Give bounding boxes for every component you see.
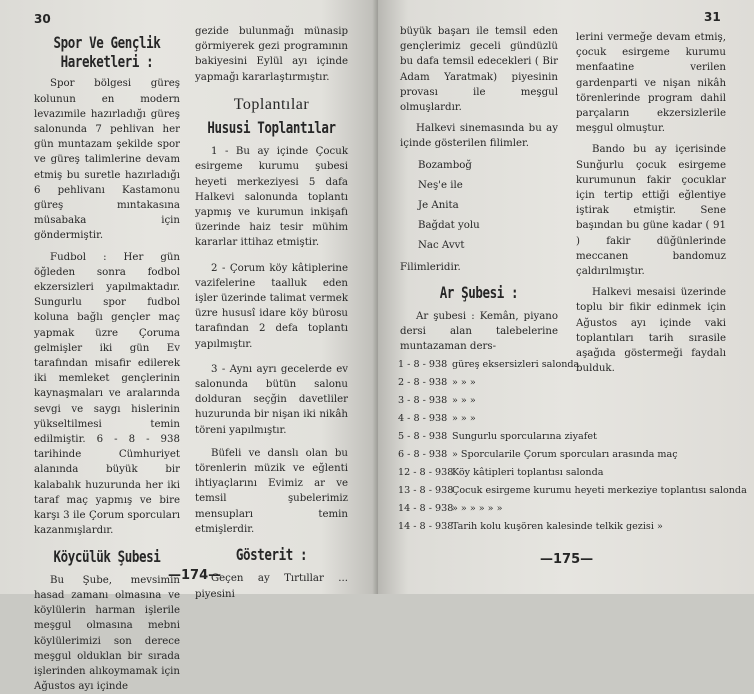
paragraph: Geçen ay Tırtıllar ... piyesini (195, 573, 348, 600)
paragraph: gezide bulunmağı münasip görmiyerek gezi programının bakiyesini Eylül ayı içinde yapmağı kararlaştırmıştır. (195, 26, 348, 83)
paragraph: Spor bölgesi güreş kolunun en modern levazımile hazırladığı güreş salonunda 7 pehlivan her gün muntazam şekilde spor ve güreş talimlerine devam etmiş bu suretle hazırladığı 6 pehlivanı Kastamonu güreş mıntakasına müsabaka için göndermiştir. (34, 78, 180, 242)
paragraph: Ar şubesi : Kemân, piyano dersi alan talebelerine muntazaman ders- (400, 311, 558, 353)
paragraph: Bu Şube, mevsimin hasad zamanı olmasına ve köylülerin harman işlerile meşgul olmasına mebni köylülerimizi son derece meşgul olduklan bir sırada işlerinden alıkoymamak için Ağustos ayı içinde (34, 574, 180, 693)
schedule-text: » » » (452, 395, 476, 406)
schedule-date: 5 - 8 - 938 (398, 431, 448, 442)
schedule-row (398, 500, 738, 518)
schedule-date: 6 - 8 - 938 (398, 449, 448, 460)
paragraph: Halkevi mesaisi üzerinde toplu bir fikir edinmek için Ağustos ayı içinde vaki toplantıları tarih sırasile aşağıda göstermeği faydalı bulduk. (576, 287, 726, 375)
schedule-row (398, 482, 747, 500)
schedule-date: 2 - 8 - 938 (398, 377, 448, 388)
paragraph: Bando bu ay içerisinde Sunğurlu çocuk esirgeme kurumunun fakir çocuklar için tertip ettiği eğlentiye iştirak etmiştir. Sene başından bu güne kadar ( 91 ) fakir düğünlerinde meccanen bandomuz çaldırılmıştır. (576, 144, 726, 278)
paragraph: lerini vermeğe devam etmiş, çocuk esirgeme kurumu menfaatine verilen gardenparti ve nişan nikâh törenlerinde program dahil parçaların ekzersizlerile meşgul olmuştur. (576, 32, 726, 135)
schedule-text: Çocuk esirgeme kurumu heyeti merkeziye toplantısı salonda (452, 485, 747, 496)
left-column-1 (34, 32, 180, 694)
subsection-heading: Hususi Toplantılar (207, 118, 336, 137)
paragraph: 2 - Çorum köy kâtiplerine vazifelerine taalluk eden işler üzerinde talimat vermek üzre hususî idare köy bürosu tarafından 2 defa toplantı yapılmıştır. (195, 262, 348, 350)
page-number: 31 (704, 10, 721, 24)
section-heading: Ar Şubesi : (439, 282, 519, 302)
schedule-row (398, 374, 738, 392)
schedule-date: 12 - 8 - 938 (398, 467, 454, 478)
left-column-2 (195, 24, 348, 602)
schedule-date: 14 - 8 - 938 (398, 503, 454, 514)
schedule-date: 1 - 8 - 938 (398, 359, 448, 370)
film-title: Bozamboğ (418, 159, 472, 171)
schedule-date: 3 - 8 - 938 (398, 395, 448, 406)
schedule-row (398, 428, 738, 446)
schedule-row (398, 518, 738, 536)
schedule-text: » » » (452, 413, 476, 424)
page-footer-number: —175— (540, 552, 594, 567)
schedule-row (398, 446, 738, 464)
paragraph: 3 - Aynı ayrı gecelerde ev salonunda bütün salonu dolduran seçğin davetliler huzurunda bir nişan iki nikâh töreni yapılmıştır. (195, 363, 348, 436)
paragraph: Halkevi sinemasında bu ay içinde gösterilen filimler. (400, 123, 558, 150)
schedule-text: güreş eksersizleri salonda (452, 359, 580, 370)
film-title: Je Anita (418, 199, 459, 211)
section-heading: Toplantılar (233, 95, 310, 113)
page-footer-number: —174— (168, 568, 222, 583)
page-number: 30 (34, 12, 51, 26)
schedule-row (398, 356, 738, 374)
paragraph: Fudbol : Her gün öğleden sonra fodbol ekzersizleri yapılmaktadır. Sungurlu spor fudbol koluna bağlı gençler maç yapmak üzre Çoruma gelmişler iki gün Ev tarafından misafir edilerek iki memleket gençlerinin kaynaşmaları ve aralarında sevgi ve saygı hislerinin yükseltilmesi temin edilmiştir. 6 - 8 - 938 tarihinde Cümhuriyet alanında büyük bir kalabalık huzurunda her iki taraf maç yapmış ve bire karşı 3 ile Çorum sporcuları kazanmışlardır. (34, 251, 180, 537)
section-heading: Köycülük Şubesi (53, 546, 161, 566)
schedule-list (398, 356, 747, 536)
paragraph: büyük başarı ile temsil eden gençlerimiz geceli gündüzlü bu dafa temsil edecekleri ( Bir Adam Yaratmak) piyesinin provası ile meşgul olmuşlardır. (400, 26, 558, 114)
right-column-2 (576, 30, 726, 376)
schedule-text: Sungurlu sporcularına ziyafet (452, 431, 597, 442)
section-heading: Spor Ve Gençlik Hareketleri : (53, 33, 161, 71)
schedule-text: Tarih kolu kuşören kalesinde telkik gezisi » (452, 521, 663, 532)
schedule-row (398, 464, 738, 482)
schedule-text: » » » (452, 377, 476, 388)
schedule-row (398, 392, 738, 410)
schedule-date: 4 - 8 - 938 (398, 413, 448, 424)
right-column-1 (400, 24, 558, 355)
schedule-row (398, 410, 738, 428)
film-list (418, 156, 558, 256)
schedule-date: 14 - 8 - 938 (398, 521, 454, 532)
schedule-date: 13 - 8 - 938 (398, 485, 454, 496)
paragraph: Büfeli ve danslı olan bu törenlerin müzik ve eğlenti ihtiyaçlarını Evimiz ar ve temsil şubelerimiz mensupları temin etmişlerdir. (195, 447, 348, 535)
paragraph: Filimleridir. (400, 261, 461, 273)
paragraph: 1 - Bu ay içinde Çocuk esirgeme kurumu şubesi heyeti merkeziyesi 5 dafa Halkevi salonunda toplantı yapmış ve kurumun inkişafı üzerinde haiz tesir mühim kararlar ittihaz etmiştir. (195, 146, 348, 249)
subsection-heading: Gösterit : (235, 545, 308, 564)
schedule-text: Köy kâtipleri toplantısı salonda (452, 467, 604, 478)
film-title: Neş'e ile (418, 179, 463, 191)
schedule-text: » » » » » » (452, 503, 503, 514)
schedule-text: » Sporcularile Çorum sporcuları arasında maç (452, 449, 678, 460)
film-title: Bağdat yolu (418, 219, 480, 231)
film-title: Nac Avvt (418, 239, 465, 251)
